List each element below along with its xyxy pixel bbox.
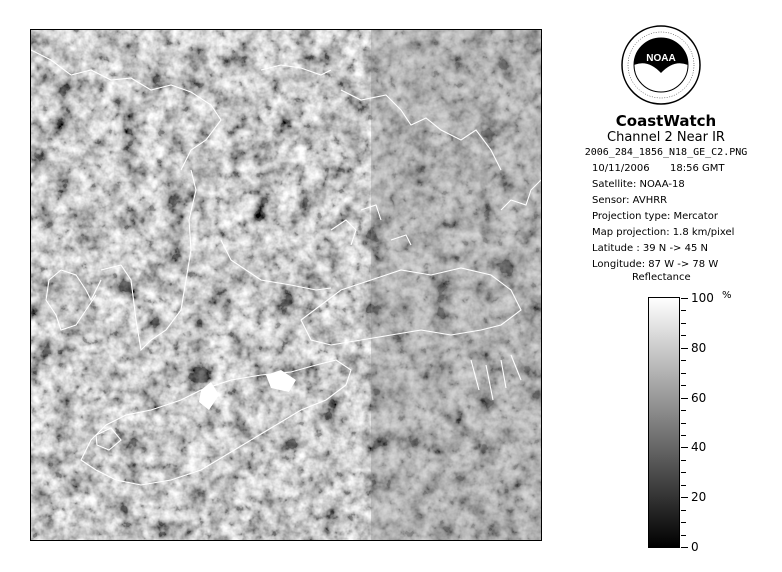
colorbar-tick-label: 20 bbox=[691, 490, 707, 504]
colorbar-tick bbox=[681, 373, 686, 374]
colorbar-tick bbox=[681, 423, 686, 424]
haze-region bbox=[371, 30, 542, 541]
colorbar-tick bbox=[681, 310, 686, 311]
colorbar-tick bbox=[681, 472, 686, 473]
channel-subtitle: Channel 2 Near IR bbox=[607, 130, 725, 145]
reflectance-map bbox=[31, 30, 542, 541]
app-title: CoastWatch bbox=[615, 112, 717, 130]
svg-text:NOAA: NOAA bbox=[646, 53, 676, 64]
colorbar-tick bbox=[681, 460, 686, 461]
colorbar bbox=[648, 297, 680, 548]
colorbar-tick-label: 100 bbox=[691, 291, 714, 305]
colorbar-tick bbox=[681, 398, 688, 399]
colorbar-tick bbox=[681, 522, 686, 523]
sensor-text: Sensor: AVHRR bbox=[592, 195, 668, 206]
colorbar-tick bbox=[681, 435, 686, 436]
colorbar-tick bbox=[681, 348, 688, 349]
colorbar-tick bbox=[681, 485, 686, 486]
projection-type-text: Projection type: Mercator bbox=[592, 211, 718, 222]
colorbar-tick bbox=[681, 535, 686, 536]
satellite-text: Satellite: NOAA-18 bbox=[592, 179, 685, 190]
longitude-text: Longitude: 87 W -> 78 W bbox=[592, 259, 719, 270]
colorbar-tick bbox=[681, 547, 688, 548]
colorbar-tick-label: 0 bbox=[691, 540, 699, 554]
colorbar-tick bbox=[681, 410, 686, 411]
file-name: 2006_284_1856_N18_GE_C2.PNG bbox=[584, 147, 748, 158]
date-text: 10/11/2006 bbox=[592, 163, 650, 174]
colorbar-tick bbox=[681, 447, 688, 448]
colorbar-unit: % bbox=[722, 290, 732, 301]
colorbar-tick bbox=[681, 385, 686, 386]
colorbar-tick bbox=[681, 323, 686, 324]
colorbar-label: Reflectance bbox=[632, 272, 691, 283]
map-projection-text: Map projection: 1.8 km/pixel bbox=[592, 227, 735, 238]
colorbar-tick-label: 60 bbox=[691, 391, 707, 405]
latitude-text: Latitude : 39 N -> 45 N bbox=[592, 243, 708, 254]
satellite-image bbox=[30, 29, 542, 541]
noaa-logo bbox=[621, 23, 701, 107]
colorbar-tick bbox=[681, 497, 688, 498]
colorbar-tick-label: 80 bbox=[691, 341, 707, 355]
time-text: 18:56 GMT bbox=[670, 163, 725, 174]
colorbar-tick bbox=[681, 510, 686, 511]
colorbar-tick-label: 40 bbox=[691, 440, 707, 454]
colorbar-tick bbox=[681, 335, 686, 336]
colorbar-tick bbox=[681, 298, 688, 299]
colorbar-tick bbox=[681, 360, 686, 361]
